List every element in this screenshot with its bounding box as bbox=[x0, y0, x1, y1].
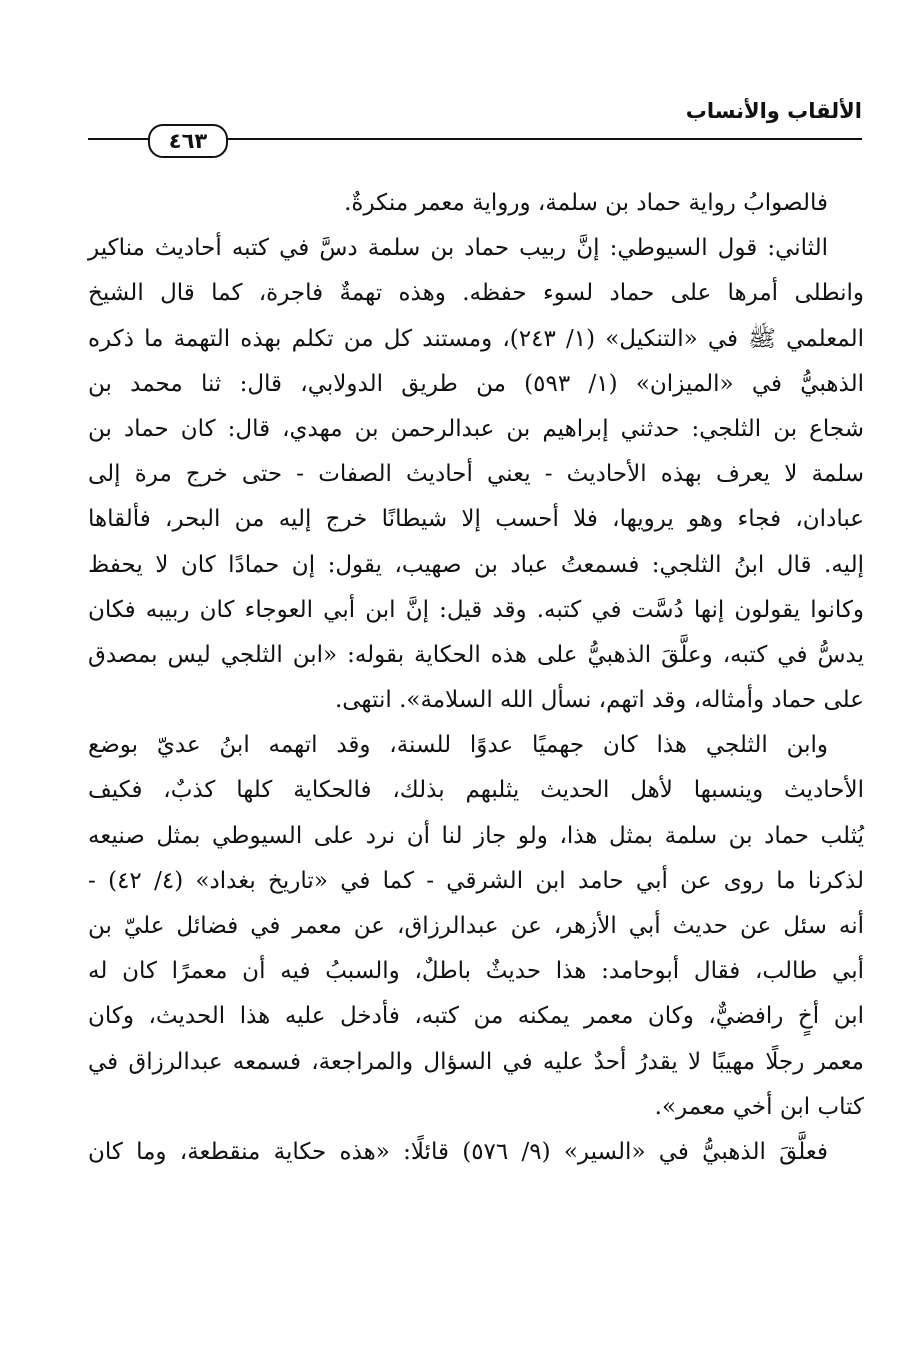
text-line: فالصوابُ رواية حماد بن سلمة، ورواية معمر منكرةٌ. bbox=[344, 190, 828, 216]
text-line: كتاب ابن أخي معمر». bbox=[654, 1093, 864, 1120]
text-line: عبادان، فجاء وهو يرويها، فلا أحسب إلا شيطانًا خرج إليه من البحر، فألقاها bbox=[88, 506, 864, 533]
text-line: الثاني: قول السيوطي: إنَّ ربيب حماد بن سلمة دسَّ في كتبه أحاديث مناكير bbox=[88, 235, 828, 262]
text-line: وابن الثلجي هذا كان جهميًا عدوًا للسنة، وقد اتهمه ابنُ عديّ بوضع bbox=[88, 732, 828, 759]
text-line: وانطلى أمرها على حماد لسوء حفظه. وهذه تهمةٌ فاجرة، كما قال الشيخ bbox=[88, 280, 864, 307]
text-line: إليه. قال ابنُ الثلجي: فسمعتُ عباد بن صهيب، يقول: إن حمادًا كان لا يحفظ bbox=[88, 551, 864, 578]
text-line: أبي طالب، فقال أبوحامد: هذا حديثٌ باطلٌ، والسببُ فيه أن معمرًا كان له bbox=[88, 958, 864, 985]
text-line: الذهبيُّ في «الميزان» (١/ ٥٩٣) من طريق الدولابي، قال: ثنا محمد بن bbox=[88, 370, 864, 397]
text-line: الأحاديث وينسبها لأهل الحديث يثلبهم بذلك، فالحكاية كلها كذبٌ، فكيف bbox=[88, 777, 864, 804]
text-line: على حماد وأمثاله، وقد اتهم، نسأل الله السلامة». انتهى. bbox=[334, 687, 864, 714]
text-line: لذكرنا ما روى عن أبي حامد ابن الشرقي - كما في «تاريخ بغداد» (٤/ ٤٢) - bbox=[88, 867, 865, 894]
text-line: أنه سئل عن حديث أبي الأزهر، عن عبدالرزاق، عن معمر في فضائل عليّ بن bbox=[88, 913, 864, 939]
text-line: يُثلب حماد بن سلمة بمثل هذا، ولو جاز لنا أن نرد على السيوطي بمثل صنيعه bbox=[88, 822, 864, 849]
page-number: ٤٦٣ bbox=[148, 124, 228, 158]
text-line: يدسُّ في كتبه، وعلَّقَ الذهبيُّ على هذه الحكاية بقوله: «ابن الثلجي ليس بمصدق bbox=[88, 641, 864, 668]
text-line: ابن أخٍ رافضيٌّ، وكان معمر يمكنه من كتبه، فأدخل عليه هذا الحديث، وكان bbox=[88, 1003, 864, 1030]
running-title: الألقاب والأنساب bbox=[685, 99, 862, 123]
text-line: معمر رجلًا مهيبًا لا يقدرُ أحدٌ عليه في السؤال والمراجعة، فسمعه عبدالرزاق في bbox=[88, 1048, 864, 1075]
body-text bbox=[88, 181, 864, 1175]
text-line: شجاع بن الثلجي: حدثني إبراهيم بن عبدالرحمن بن مهدي، قال: كان حماد بن bbox=[88, 415, 864, 442]
text-line: فعلَّقَ الذهبيُّ في «السير» (٩/ ٥٧٦) قائلًا: «هذه حكاية منقطعة، وما كان bbox=[88, 1138, 829, 1165]
text-line: سلمة لا يعرف بهذه الأحاديث - يعني أحاديث الصفات - حتى خرج مرة إلى bbox=[88, 461, 864, 488]
text-line: المعلمي ﷺ في «التنكيل» (١/ ٢٤٣)، ومستند كل من تكلم بهذه التهمة ما ذكره bbox=[88, 325, 865, 352]
text-line: وكانوا يقولون إنها دُسَّت في كتبه. وقد قيل: إنَّ ابن أبي العوجاء كان ربيبه فكان bbox=[88, 596, 864, 623]
